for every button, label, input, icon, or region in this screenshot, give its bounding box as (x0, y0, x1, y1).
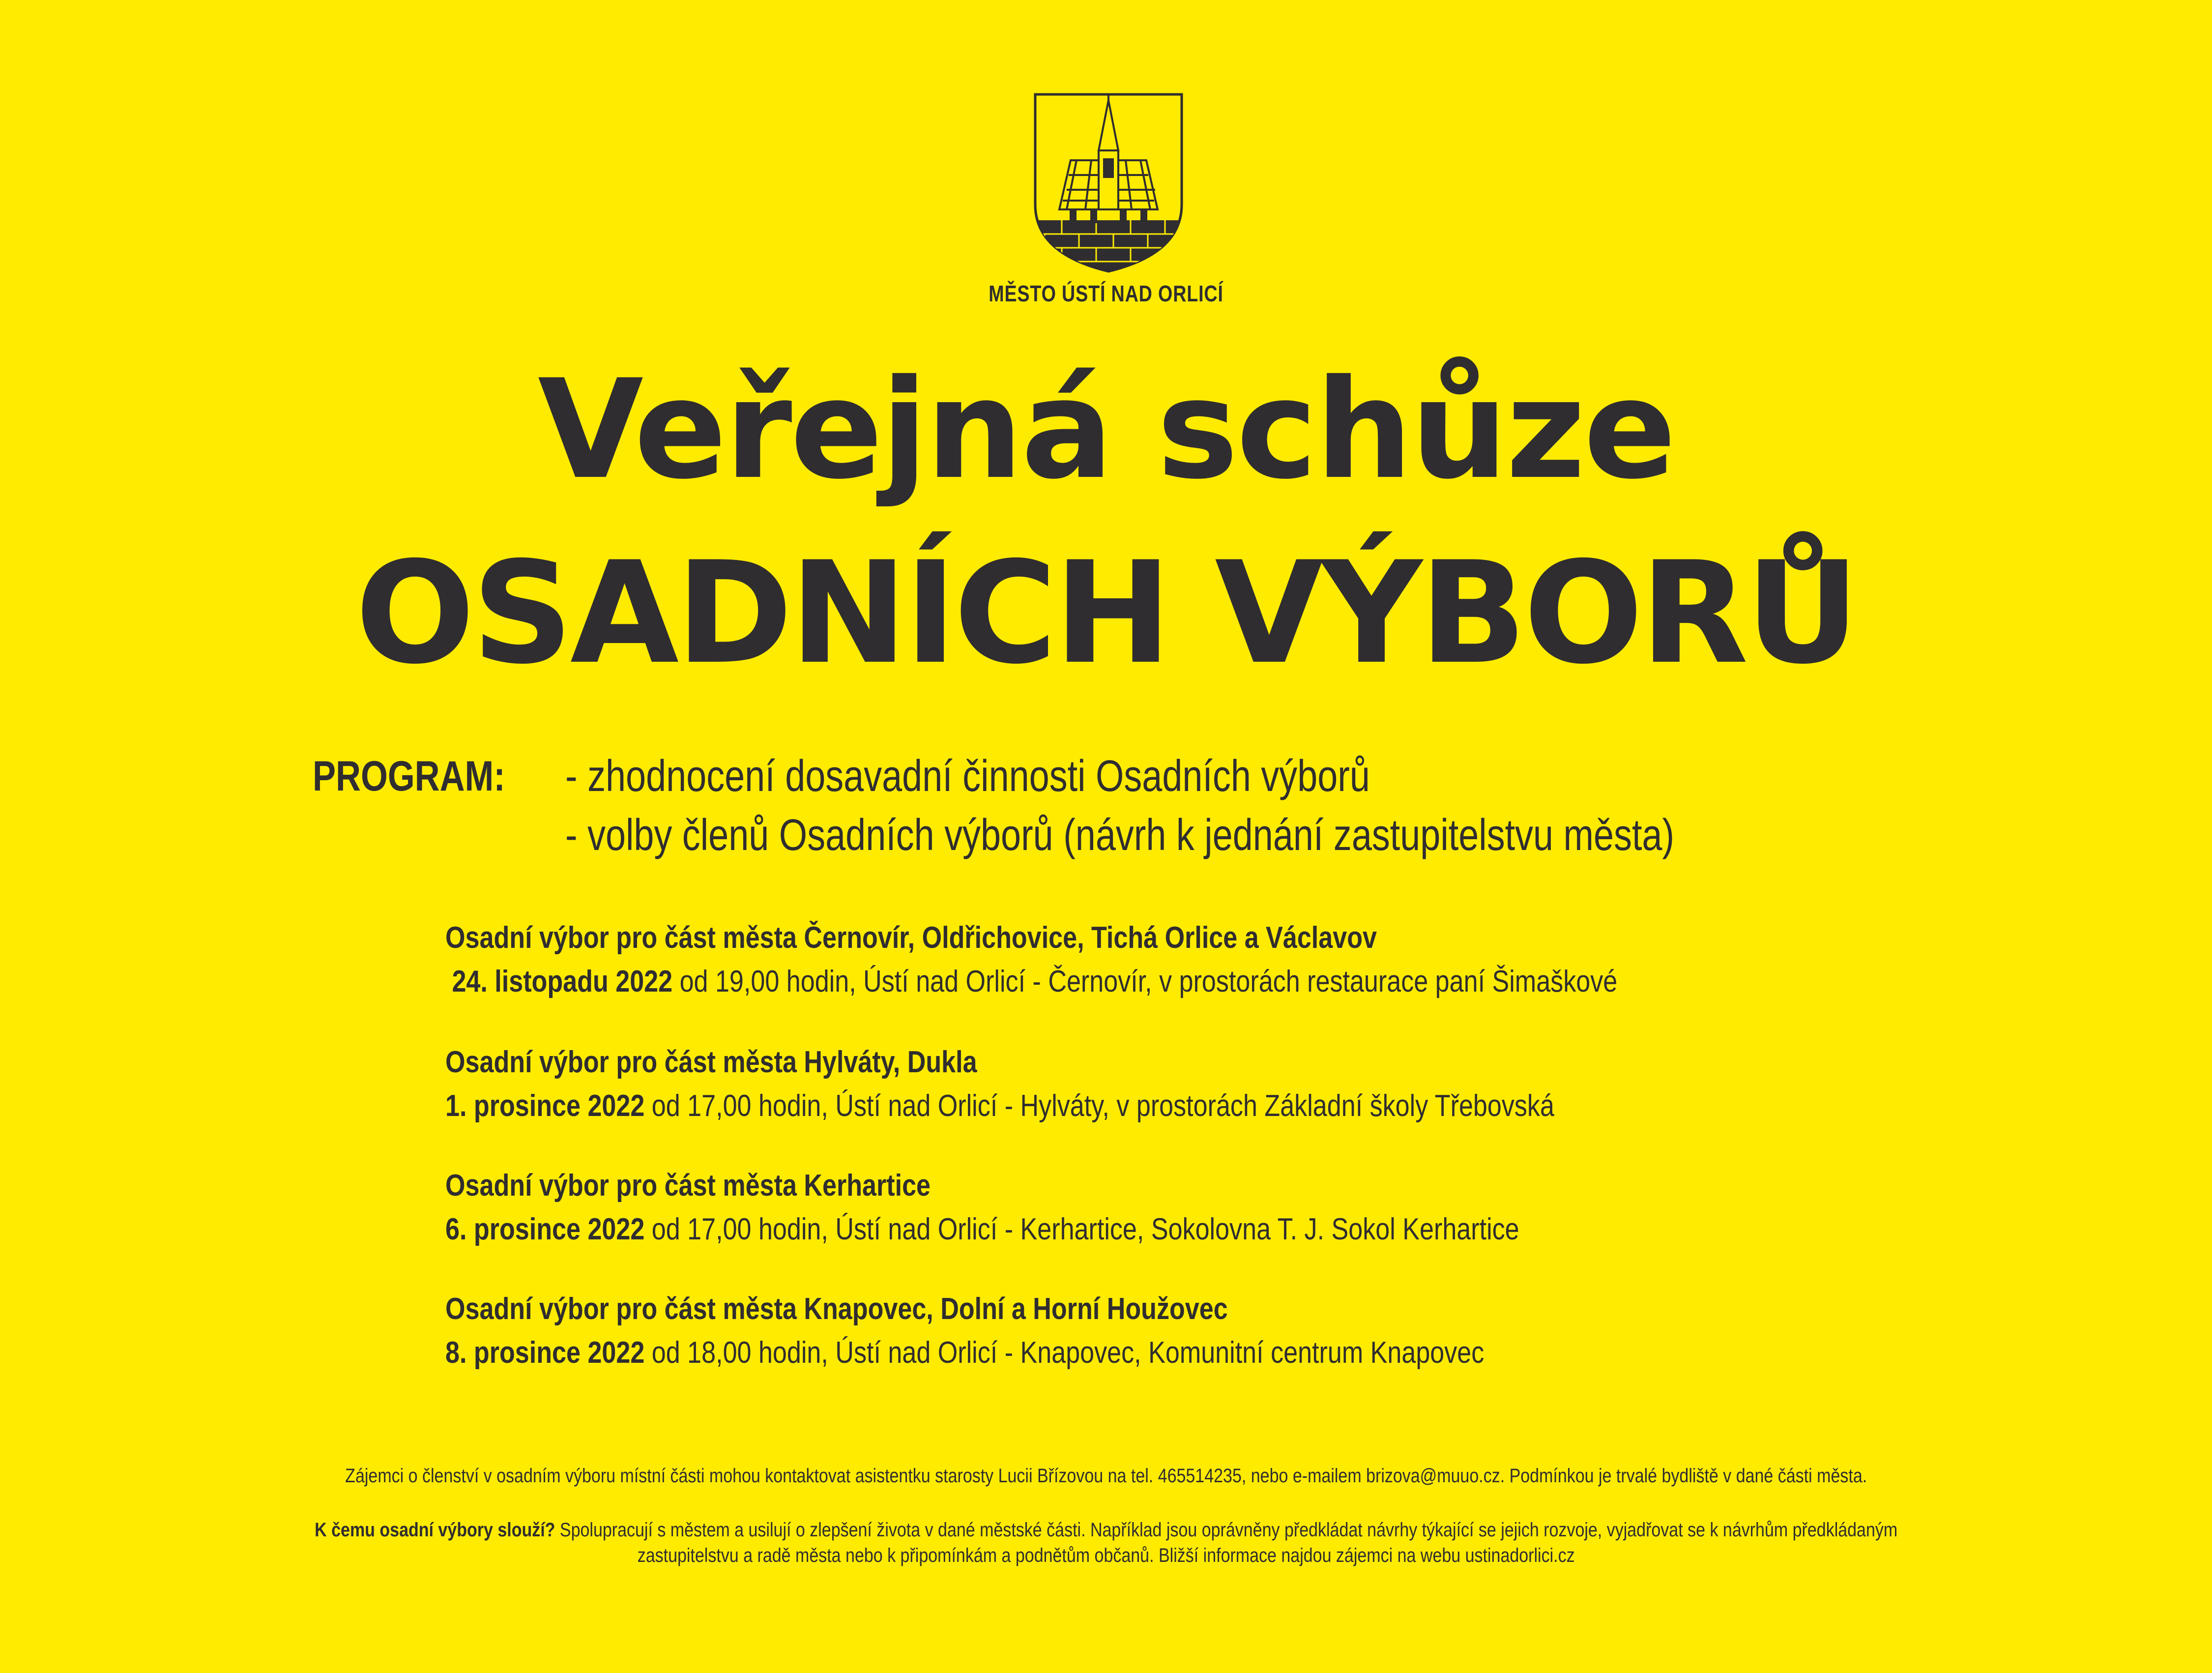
program-item: - volby členů Osadních výborů (návrh k jednání zastupitelstvu města) (565, 811, 1675, 860)
committee-date: 1. prosince 2022 (445, 1089, 645, 1123)
coat-of-arms-icon (1032, 91, 1185, 274)
footer-answer-line2: zastupitelstvu a radě města nebo k připomínkám a podnětům občanů. Bližší informace najdou zájemci na webu ustinadorlici.cz (637, 1545, 1575, 1566)
committee-block (445, 920, 1617, 999)
committee-title: Osadní výbor pro část města Knapovec, Dolní a Horní Houžovec (445, 1292, 1228, 1326)
committee-details: od 17,00 hodin, Ústí nad Orlicí - Kerhartice, Sokolovna T. J. Sokol Kerhartice (644, 1212, 1519, 1246)
footer-contact (0, 1463, 2212, 1489)
footer-info-text (315, 1517, 1897, 1568)
committee-date: 8. prosince 2022 (445, 1336, 645, 1370)
committee-block (445, 1291, 1484, 1370)
committee-date: 6. prosince 2022 (445, 1212, 645, 1246)
page-title-line2: OSADNÍCH VÝBORŮ (355, 532, 1857, 695)
footer-info (0, 1517, 2212, 1568)
committee-block (445, 1168, 1519, 1247)
committee-title: Osadní výbor pro část města Hylváty, Dukla (445, 1045, 977, 1079)
committee-schedule (445, 1212, 1519, 1247)
committee-details: od 19,00 hodin, Ústí nad Orlicí - Černovír, v prostorách restaurace paní Šimaškové (672, 965, 1618, 998)
page-title-line1: Veřejná schůze (537, 350, 1675, 509)
committee-date: 24. listopadu 2022 (452, 965, 673, 998)
committee-details: od 17,00 hodin, Ústí nad Orlicí - Hylváty, v prostorách Základní školy Třebovská (644, 1089, 1554, 1123)
committee-schedule (445, 964, 1617, 999)
committee-schedule (445, 1088, 1554, 1123)
committee-title: Osadní výbor pro část města Černovír, Oldřichovice, Tichá Orlice a Václavov (445, 921, 1377, 955)
committee-title: Osadní výbor pro část města Kerhartice (445, 1169, 931, 1203)
committee-block (445, 1045, 1554, 1123)
committee-details: od 18,00 hodin, Ústí nad Orlicí - Knapovec, Komunitní centrum Knapovec (644, 1336, 1484, 1370)
program-label: PROGRAM: (313, 753, 505, 800)
program-item: - zhodnocení dosavadní činnosti Osadních výborů (565, 752, 1370, 801)
city-name: MĚSTO ÚSTÍ NAD ORLICÍ (989, 281, 1223, 306)
footer-question: K čemu osadní výbory slouží? (314, 1519, 555, 1541)
footer-answer-line1: Spolupracují s městem a usilují o zlepšení života v dané městské části. Například jsou oprávněny předkládat návrhy týkající se jejich rozvoje, vyjadřovat se k návrhům předkládaným (555, 1519, 1898, 1541)
footer-contact-text: Zájemci o členství v osadním výboru místní části mohou kontaktovat asistentku starosty Lucii Břízovou na tel. 465514235, nebo e-mailem brizova@muuo.cz. Podmínkou je trvalé bydliště v dané části města. (345, 1465, 1867, 1487)
committee-schedule (445, 1335, 1484, 1370)
